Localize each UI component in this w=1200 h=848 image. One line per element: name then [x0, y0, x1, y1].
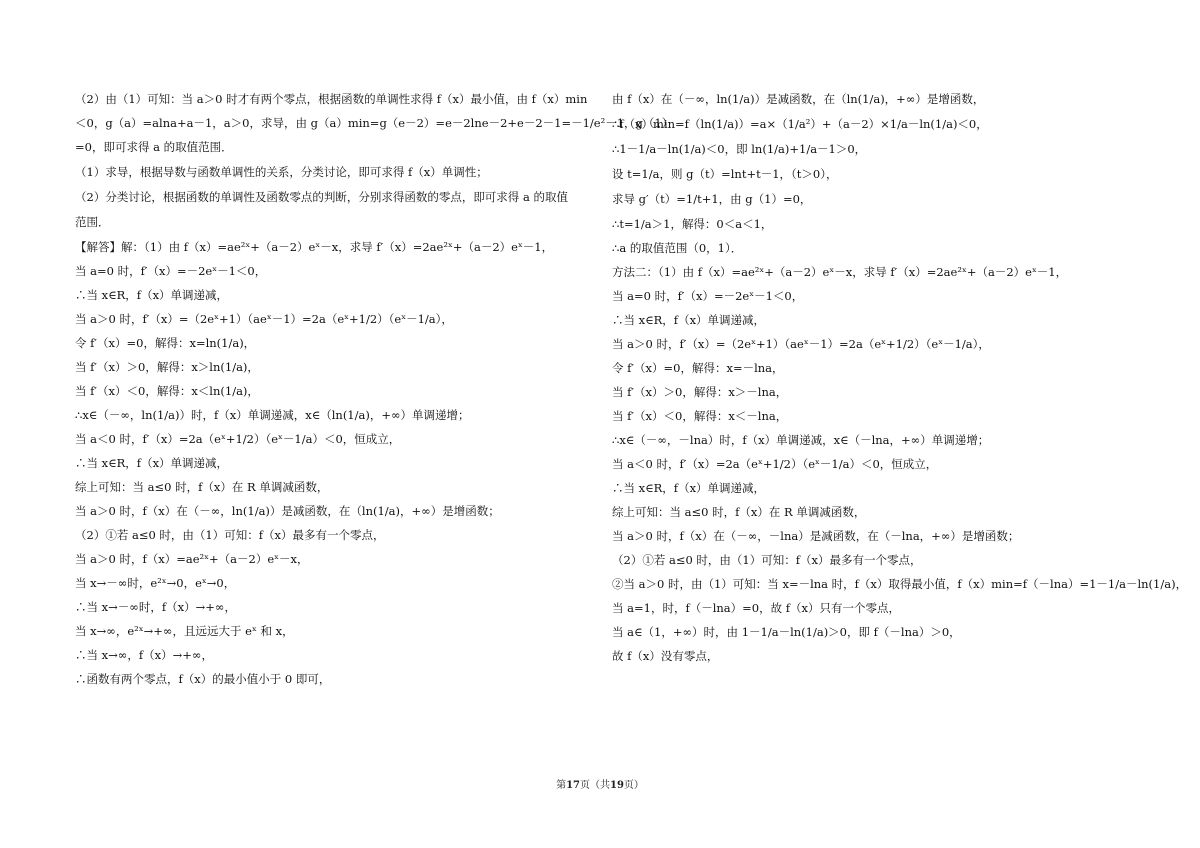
left-line-19: （2）①若 a≤0 时，由（1）可知：f（x）最多有一个零点，	[75, 528, 385, 542]
left-line-9: ∴当 x∈R，f（x）单调递减，	[75, 288, 229, 302]
right-line-17: ∴当 x∈R，f（x）单调递减，	[612, 481, 766, 495]
left-line-11: 令 f′（x）=0，解得：x=ln(1/a)，	[75, 336, 256, 350]
left-line-10: 当 a＞0 时，f′（x）=（2eˣ+1）（aeˣ－1）=2a（eˣ+1/2）（eˣ－1/a），	[75, 312, 453, 326]
left-line-24: ∴当 x→∞，f（x）→+∞，	[75, 648, 213, 662]
right-line-15: ∴x∈（－∞，－lna）时，f（x）单调递减，x∈（－lna，+∞）单调递增；	[612, 433, 990, 447]
right-line-22: 当 a=1，时，f（－lna）=0，故 f（x）只有一个零点，	[612, 601, 901, 615]
right-line-18: 综上可知：当 a≤0 时，f（x）在 R 单调减函数，	[612, 505, 866, 519]
left-line-18: 当 a＞0 时，f（x）在（－∞，ln(1/a)）是减函数，在（ln(1/a)，+∞）是增函数；	[75, 504, 500, 518]
left-line-7: 【解答】解：（1）由 f（x）=ae²ˣ+（a－2）eˣ－x，求导 f′（x）=2ae²ˣ+（a－2）eˣ－1，	[75, 240, 554, 254]
footer-suffix: 页）	[623, 780, 644, 791]
right-line-8: 方法二：（1）由 f（x）=ae²ˣ+（a－2）eˣ－x，求导 f′（x）=2ae²ˣ+（a－2）eˣ－1，	[612, 265, 1068, 279]
left-line-2: ＜0，g（a）=alna+a－1，a＞0，求导，由 g（a）min=g（e－2）=e－2lne－2+e－2－1=－1/e²－1，g（1）	[75, 116, 674, 130]
total-page-count: 19	[610, 780, 624, 791]
right-column	[612, 92, 1188, 663]
right-line-13: 当 f′（x）＞0，解得：x＞－lna，	[612, 385, 788, 399]
footer-middle: 页（共	[580, 780, 610, 791]
right-line-24: 故 f（x）没有零点，	[612, 649, 719, 663]
left-line-16: ∴当 x∈R，f（x）单调递减，	[75, 456, 229, 470]
right-line-3: ∴1－1/a－ln(1/a)＜0，即 ln(1/a)+1/a－1＞0，	[612, 142, 867, 156]
left-line-13: 当 f′（x）＜0，解得：x＜ln(1/a)，	[75, 384, 259, 398]
right-line-14: 当 f′（x）＜0，解得：x＜－lna，	[612, 409, 788, 423]
left-line-8: 当 a=0 时，f′（x）=－2eˣ－1＜0，	[75, 264, 267, 278]
left-line-12: 当 f′（x）＞0，解得：x＞ln(1/a)，	[75, 360, 259, 374]
right-line-5: 求导 g′（t）=1/t+1，由 g（1）=0，	[612, 192, 812, 206]
page-footer	[0, 776, 1200, 791]
right-line-16: 当 a＜0 时，f′（x）=2a（eˣ+1/2）（eˣ－1/a）＜0，恒成立，	[612, 457, 938, 471]
right-line-7: ∴a 的取值范围（0，1）．	[612, 241, 743, 255]
right-line-10: ∴当 x∈R，f（x）单调递减，	[612, 313, 766, 327]
right-line-20: （2）①若 a≤0 时，由（1）可知：f（x）最多有一个零点，	[612, 553, 922, 567]
footer-prefix: 第	[556, 780, 567, 791]
left-line-20: 当 a＞0 时，f（x）=ae²ˣ+（a－2）eˣ－x，	[75, 552, 309, 566]
current-page-number: 17	[566, 780, 580, 791]
left-line-17: 综上可知：当 a≤0 时，f（x）在 R 单调减函数，	[75, 480, 329, 494]
left-line-5: （2）分类讨论，根据函数的单调性及函数零点的判断，分别求得函数的零点，即可求得 a 的取值	[75, 190, 568, 204]
right-line-9: 当 a=0 时，f′（x）=－2eˣ－1＜0，	[612, 289, 804, 303]
left-line-4: （1）求导，根据导数与函数单调性的关系，分类讨论，即可求得 f（x）单调性；	[75, 165, 488, 179]
right-line-1: 由 f（x）在（－∞，ln(1/a)）是减函数，在（ln(1/a)，+∞）是增函数，	[612, 92, 985, 106]
left-line-6: 范围．	[75, 215, 110, 229]
left-line-15: 当 a＜0 时，f′（x）=2a（eˣ+1/2）（eˣ－1/a）＜0，恒成立，	[75, 432, 401, 446]
left-line-22: ∴当 x→－∞时，f（x）→+∞，	[75, 600, 236, 614]
left-line-25: ∴函数有两个零点，f（x）的最小值小于 0 即可，	[75, 672, 331, 686]
left-line-21: 当 x→－∞时，e²ˣ→0，eˣ→0，	[75, 576, 236, 590]
left-line-1: （2）由（1）可知：当 a＞0 时才有两个零点，根据函数的单调性求得 f（x）最小值，由 f（x）min	[75, 92, 588, 106]
right-line-4: 设 t=1/a，则 g（t）=lnt+t－1，（t＞0），	[612, 167, 838, 181]
left-line-3: =0，即可求得 a 的取值范围．	[75, 140, 233, 154]
right-line-12: 令 f′（x）=0，解得：x=－lna，	[612, 361, 784, 375]
right-line-6: ∴t=1/a＞1，解得：0＜a＜1，	[612, 217, 773, 231]
right-line-2: ∴f（x）min=f（ln(1/a)）=a×（1/a²）+（a－2）×1/a－ln(1/a)＜0，	[612, 117, 988, 131]
right-line-23: 当 a∈（1，+∞）时，由 1－1/a－ln(1/a)＞0，即 f（－lna）＞0，	[612, 625, 961, 639]
right-line-21: ②当 a＞0 时，由（1）可知：当 x=－lna 时，f（x）取得最小值，f（x）min=f（－lna）=1－1/a－ln(1/a)，	[612, 577, 1188, 591]
right-line-19: 当 a＞0 时，f（x）在（－∞，－lna）是减函数，在（－lna，+∞）是增函数；	[612, 529, 1020, 543]
left-line-23: 当 x→∞，e²ˣ→+∞，且远远大于 eˣ 和 x，	[75, 624, 294, 638]
left-line-14: ∴x∈（－∞，ln(1/a)）时，f（x）单调递减，x∈（ln(1/a)，+∞）单调递增；	[75, 408, 470, 422]
right-line-11: 当 a＞0 时，f′（x）=（2eˣ+1）（aeˣ－1）=2a（eˣ+1/2）（eˣ－1/a），	[612, 337, 990, 351]
